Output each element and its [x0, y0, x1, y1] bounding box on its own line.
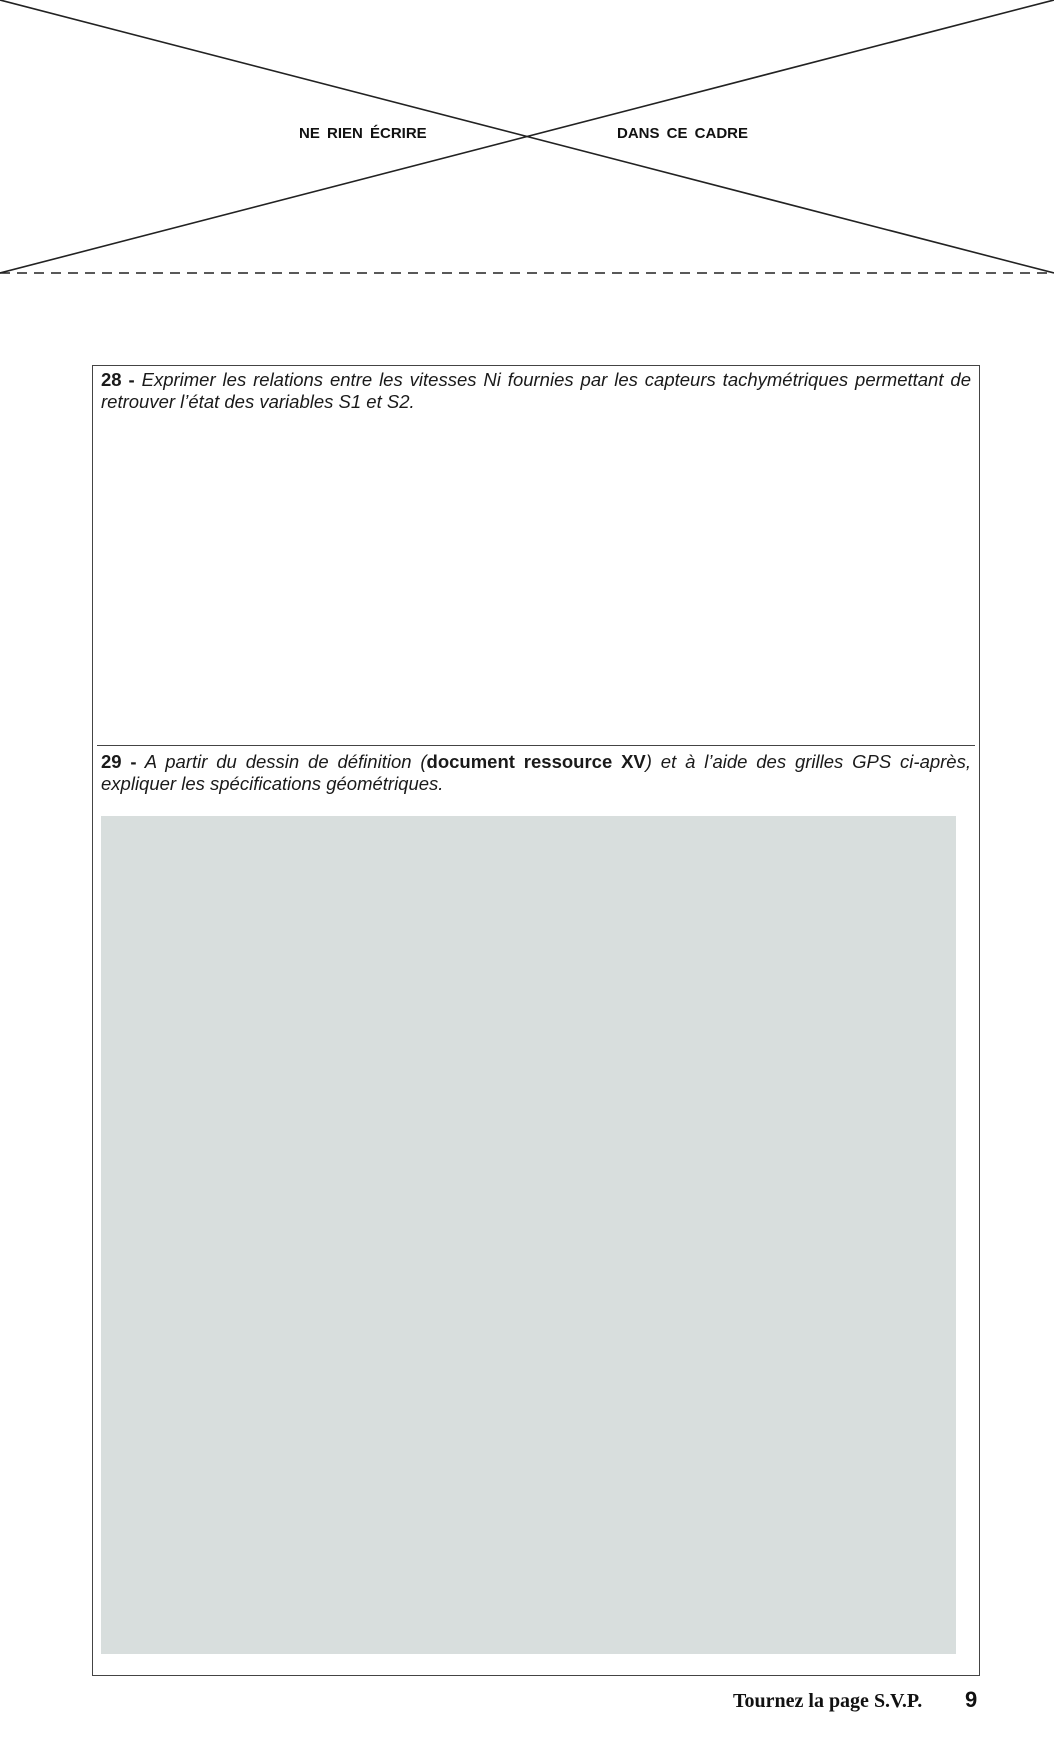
- answer-frame: [92, 365, 980, 1676]
- question-text-start: A partir du dessin de définition (: [144, 751, 427, 772]
- question-text: Exprimer les relations entre les vitesses Ni fournies par les capteurs tachymétriques permettant de retrouver l’état des variables S1 et S2.: [101, 369, 971, 412]
- gps-grid-area: [101, 816, 956, 1654]
- page-number: 9: [965, 1687, 978, 1712]
- no-write-label-left: NE RIEN ÉCRIRE: [299, 125, 427, 142]
- question-29: [101, 751, 971, 795]
- question-number: 29 -: [101, 751, 137, 772]
- question-divider: [97, 745, 975, 746]
- crossed-box-lines: [0, 0, 1054, 275]
- turn-page-note: Tournez la page S.V.P.: [733, 1690, 923, 1712]
- question-text-end: ) et à l’aide des grilles GPS ci-après, expliquer les spécifications géométriques.: [101, 751, 971, 794]
- question-number: 28 -: [101, 369, 135, 390]
- no-write-label-right: DANS CE CADRE: [617, 125, 749, 142]
- document-reference: document ressource XV: [426, 751, 646, 772]
- no-write-zone: [0, 0, 1054, 275]
- question-28: [101, 369, 971, 413]
